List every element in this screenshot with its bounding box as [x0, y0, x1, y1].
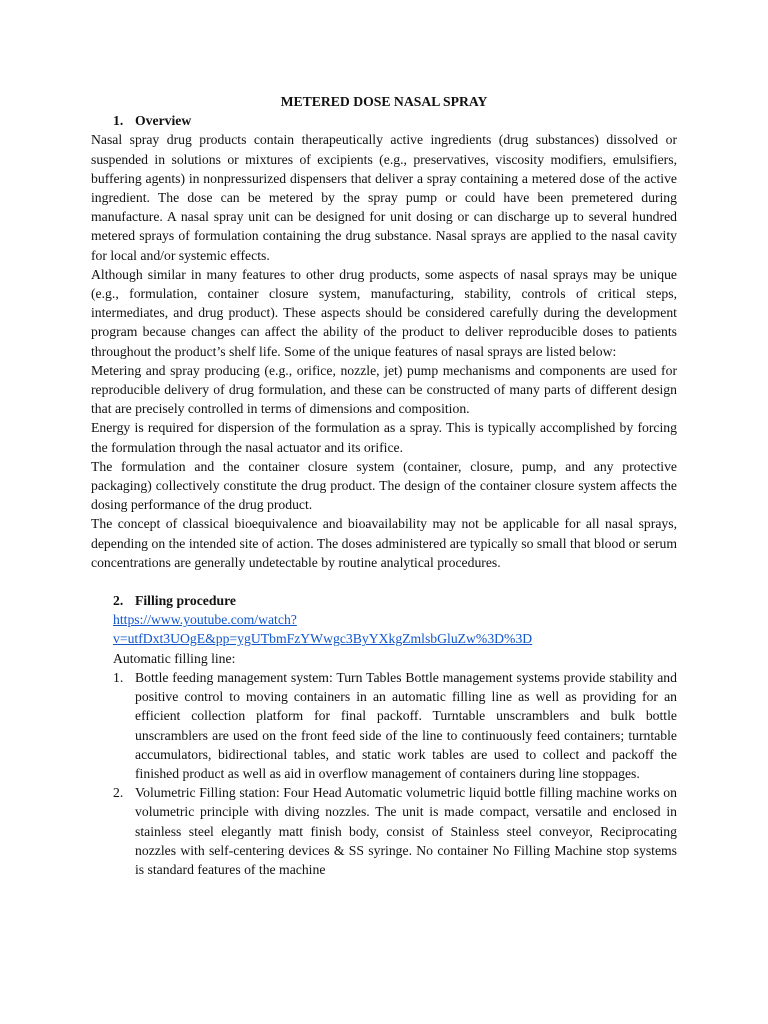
paragraph: The formulation and the container closure system (container, closure, pump, and any protective packaging) collectively constitute the drug product. The design of the container closure system affects the dosing performance of the drug product. — [91, 458, 677, 513]
video-link[interactable] — [91, 610, 677, 648]
document-title: METERED DOSE NASAL SPRAY — [280, 94, 488, 109]
section-1-number: 1. — [113, 113, 124, 129]
document-body — [91, 92, 677, 879]
paragraph: Although similar in many features to other drug products, some aspects of nasal sprays may be unique (e.g., formulation, container closure system, manufacturing, stability, controls of critical steps, intermediates, and drug product). These aspects should be considered carefully during the development program because changes can affect the ability of the product to deliver reproducible doses to patients throughout the product’s shelf life. Some of the unique features of nasal sprays are listed below: — [91, 266, 677, 359]
paragraph: Energy is required for dispersion of the formulation as a spray. This is typically accomplished by forcing the formulation through the nasal actuator and its orifice. — [91, 420, 677, 455]
video-link-line-1[interactable]: https://www.youtube.com/watch? — [113, 612, 297, 628]
section-2-number: 2. — [113, 593, 124, 609]
section-1-heading — [91, 111, 677, 130]
section-2-heading — [91, 591, 677, 610]
section-2-title: Filling procedure — [135, 593, 237, 609]
filling-line-intro: Automatic filling line: — [113, 650, 236, 666]
list-item-number: 2. — [113, 785, 124, 801]
paragraph: Metering and spray producing (e.g., orifice, nozzle, jet) pump mechanisms and components are used for reproducible delivery of drug formulation, and these can be constructed of many parts of different design that are precisely controlled in terms of dimensions and composition. — [91, 362, 677, 417]
list-item-text: Bottle feeding management system: Turn Tables Bottle management systems provide stability and positive control to moving containers in an automatic filling line as well as providing for an efficient collection platform for final packoff. Turntable unscramblers and bulk bottle unscramblers are used on the front feed side of the line to continuously feed containers; turntable accumulators, bidirectional tables, and static work tables are used to collect and packoff the finished product as well as aid in overflow management of containers during line stoppages. — [135, 669, 677, 781]
list-item-number: 1. — [113, 669, 124, 685]
section-1-title: Overview — [135, 113, 192, 129]
filling-steps-list — [91, 668, 677, 879]
video-link-line-2[interactable]: v=utfDxt3UOgE&pp=ygUTbmFzYWwgc3ByYXkgZmlsbGluZw%3D%3D — [113, 631, 533, 647]
list-item-text: Volumetric Filling station: Four Head Automatic volumetric liquid bottle filling machine works on volumetric principle with diving nozzles. The unit is made compact, versatile and enclosed in stainless steel elegantly matt finish body, consist of Stainless steel conveyor, Reciprocating nozzles with self-centering devices & SS syringe. No container No Filling Machine stop systems is standard features of the machine — [135, 785, 677, 877]
spacer — [91, 572, 677, 591]
paragraph: The concept of classical bioequivalence and bioavailability may not be applicable for all nasal sprays, depending on the intended site of action. The doses administered are typically so small that blood or serum concentrations are generally undetectable by routine analytical procedures. — [91, 516, 677, 570]
list-item — [91, 668, 677, 783]
list-item — [91, 783, 677, 879]
paragraph: Nasal spray drug products contain therapeutically active ingredients (drug substances) dissolved or suspended in solutions or mixtures of excipients (e.g., preservatives, viscosity modifiers, emulsifiers, buffering agents) in nonpressurized dispensers that deliver a spray containing a metered dose of the active ingredient. The dose can be metered by the spray pump or could have been premetered during manufacture. A nasal spray unit can be designed for unit dosing or can discharge up to several hundred metered sprays of formulation containing the drug substance. Nasal sprays are applied to the nasal cavity for local and/or systemic effects. — [91, 132, 677, 263]
